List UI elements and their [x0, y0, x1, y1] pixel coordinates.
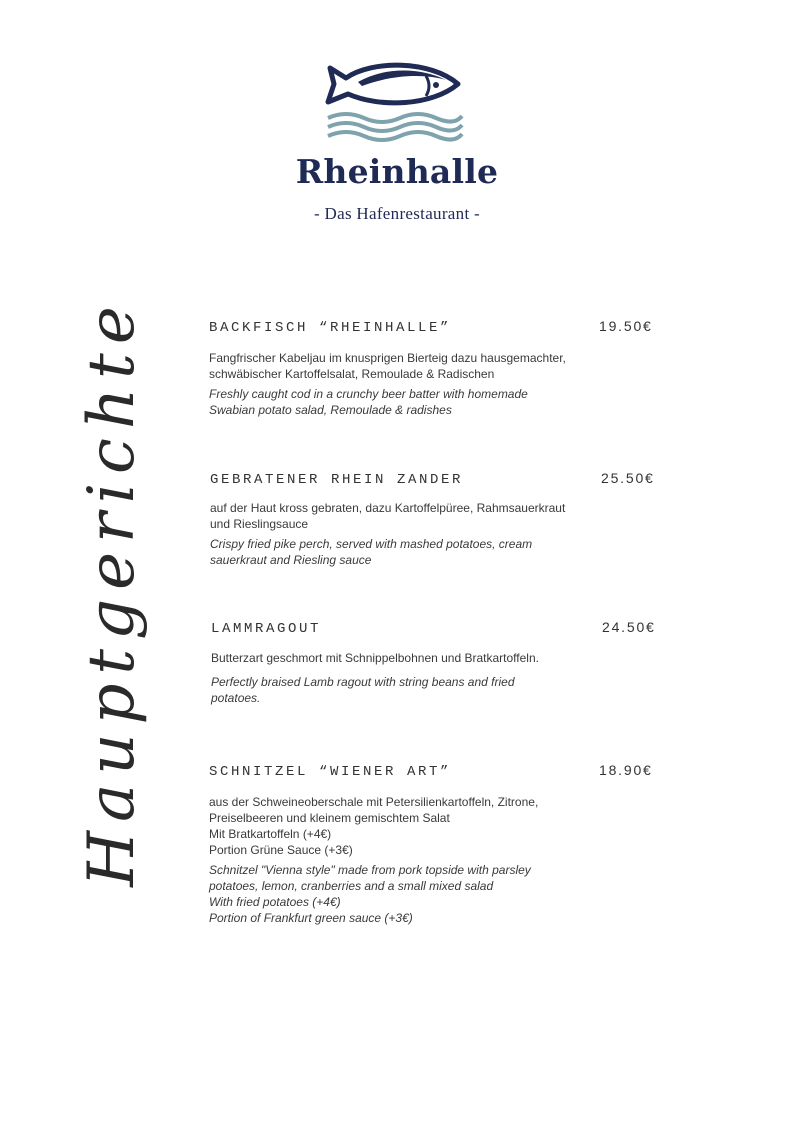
dish-description-english: Schnitzel "Vienna style" made from pork topside with parsley potatoes, lemon, cranberries and a small mixed salad With fried potatoes (+4€) Portion of Frankfurt green sauce (+3€)	[209, 863, 531, 925]
dish-name: LAMMRAGOUT	[211, 621, 322, 637]
dish-name: GEBRATENER RHEIN ZANDER	[210, 472, 464, 488]
dish-description-german: aus der Schweineoberschale mit Petersilienkartoffeln, Zitrone, Preiselbeeren und kleinem gemischtem Salat Mit Bratkartoffeln (+4€) Portion Grüne Sauce (+3€)	[209, 795, 539, 857]
dish-price: 25.50€	[601, 470, 655, 486]
dish-description-german: Butterzart geschmort mit Schnippelbohnen und Bratkartoffeln.	[211, 651, 539, 665]
dish-description-english: Freshly caught cod in a crunchy beer batter with homemade Swabian potato salad, Remoulade & radishes	[209, 387, 528, 417]
dish-name: SCHNITZEL “WIENER ART”	[209, 764, 452, 780]
dish-price: 18.90€	[599, 762, 653, 778]
dish-description-german: auf der Haut kross gebraten, dazu Kartoffelpüree, Rahmsauerkraut und Rieslingsauce	[210, 501, 566, 531]
section-title: Hauptgerichte	[75, 297, 149, 887]
dish-description-english: Crispy fried pike perch, served with mashed potatoes, cream sauerkraut and Riesling sauce	[210, 537, 533, 567]
dish-description-english: Perfectly braised Lamb ragout with string beans and fried potatoes.	[211, 675, 515, 705]
fish-over-waves-icon	[322, 62, 468, 142]
dish-description-german: Fangfrischer Kabeljau im knusprigen Bierteig dazu hausgemachter, schwäbischer Kartoffelsalat, Remoulade & Radischen	[209, 351, 566, 381]
dish-price: 19.50€	[599, 318, 653, 334]
restaurant-tagline: - Das Hafenrestaurant -	[314, 204, 480, 223]
dish-name: BACKFISCH “RHEINHALLE”	[209, 320, 452, 336]
restaurant-name: Rheinhalle	[295, 152, 499, 191]
dish-price: 24.50€	[602, 619, 656, 635]
